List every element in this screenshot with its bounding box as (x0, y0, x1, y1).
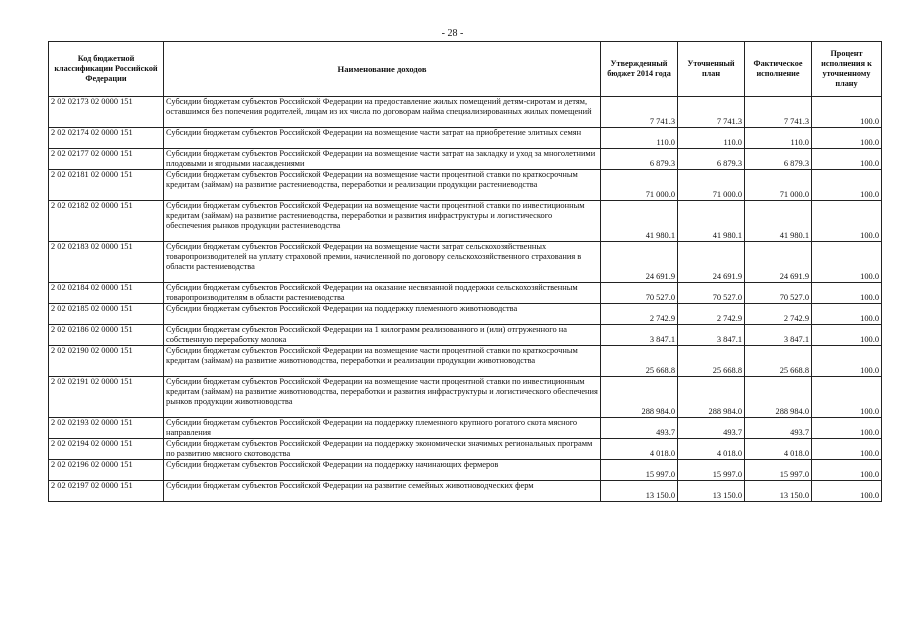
header-code: Код бюджетной классификации Российской Федерации (49, 42, 164, 97)
table-row (49, 170, 882, 201)
cell-code: 2 02 02194 02 0000 151 (49, 439, 164, 460)
cell-actual: 25 668.8 (745, 346, 812, 377)
cell-percent: 100.0 (812, 377, 882, 418)
cell-actual: 7 741.3 (745, 97, 812, 128)
cell-name: Субсидии бюджетам субъектов Российской Федерации на возмещение части процентной ставки по краткосрочным кредитам (займам) на развитие растениеводства, переработки и реализации продукции растениеводства (164, 170, 601, 201)
header-name: Наименование доходов (164, 42, 601, 97)
cell-revised: 13 150.0 (678, 481, 745, 502)
cell-percent: 100.0 (812, 481, 882, 502)
cell-revised: 3 847.1 (678, 325, 745, 346)
cell-approved: 24 691.9 (601, 242, 678, 283)
cell-code: 2 02 02174 02 0000 151 (49, 128, 164, 149)
header-actual: Фактическое исполнение (745, 42, 812, 97)
cell-revised: 71 000.0 (678, 170, 745, 201)
table-row (49, 97, 882, 128)
page-number: - 28 - (441, 28, 464, 39)
cell-actual: 493.7 (745, 418, 812, 439)
cell-revised: 70 527.0 (678, 283, 745, 304)
cell-code: 2 02 02182 02 0000 151 (49, 201, 164, 242)
cell-code: 2 02 02196 02 0000 151 (49, 460, 164, 481)
cell-actual: 15 997.0 (745, 460, 812, 481)
cell-code: 2 02 02191 02 0000 151 (49, 377, 164, 418)
cell-code: 2 02 02190 02 0000 151 (49, 346, 164, 377)
cell-name: Субсидии бюджетам субъектов Российской Федерации на возмещение части затрат сельскохозяйственных товаропроизводителей на уплату страховой премии, начисленной по договору сельскохозяйственного страхования в области растениеводства (164, 242, 601, 283)
cell-name: Субсидии бюджетам субъектов Российской Федерации на возмещение части процентной ставки по инвестиционным кредитам (займам) на развитие растениеводства, переработки и развития инфраструктуры и логистического обеспечения рынков продукции растениеводства (164, 201, 601, 242)
table-row (49, 242, 882, 283)
cell-percent: 100.0 (812, 304, 882, 325)
cell-percent: 100.0 (812, 242, 882, 283)
cell-name: Субсидии бюджетам субъектов Российской Федерации на развитие семейных животноводческих ферм (164, 481, 601, 502)
cell-code: 2 02 02186 02 0000 151 (49, 325, 164, 346)
cell-approved: 3 847.1 (601, 325, 678, 346)
cell-approved: 25 668.8 (601, 346, 678, 377)
cell-name: Субсидии бюджетам субъектов Российской Федерации на возмещение части затрат на закладку и уход за многолетними плодовыми и ягодными насаждениями (164, 149, 601, 170)
cell-percent: 100.0 (812, 460, 882, 481)
cell-code: 2 02 02184 02 0000 151 (49, 283, 164, 304)
cell-name: Субсидии бюджетам субъектов Российской Федерации на возмещение части затрат на приобретение элитных семян (164, 128, 601, 149)
cell-percent: 100.0 (812, 201, 882, 242)
cell-name: Субсидии бюджетам субъектов Российской Федерации на поддержку племенного крупного рогатого скота мясного направления (164, 418, 601, 439)
header-approved: Утвержденный бюджет 2014 года (601, 42, 678, 97)
cell-percent: 100.0 (812, 128, 882, 149)
cell-actual: 70 527.0 (745, 283, 812, 304)
cell-code: 2 02 02177 02 0000 151 (49, 149, 164, 170)
table-row (49, 346, 882, 377)
cell-revised: 2 742.9 (678, 304, 745, 325)
cell-revised: 288 984.0 (678, 377, 745, 418)
cell-name: Субсидии бюджетам субъектов Российской Федерации на поддержку экономически значимых региональных программ по развитию мясного скотоводства (164, 439, 601, 460)
cell-code: 2 02 02197 02 0000 151 (49, 481, 164, 502)
cell-revised: 6 879.3 (678, 149, 745, 170)
cell-name: Субсидии бюджетам субъектов Российской Федерации на возмещение части процентной ставки по инвестиционным кредитам (займам) на развитие животноводства, переработки и развития инфраструктуры и логистического обеспечения рынков продукции животноводства (164, 377, 601, 418)
cell-actual: 71 000.0 (745, 170, 812, 201)
cell-approved: 6 879.3 (601, 149, 678, 170)
cell-code: 2 02 02173 02 0000 151 (49, 97, 164, 128)
table-row (49, 149, 882, 170)
table-row (49, 304, 882, 325)
table-row (49, 128, 882, 149)
cell-percent: 100.0 (812, 418, 882, 439)
cell-code: 2 02 02185 02 0000 151 (49, 304, 164, 325)
cell-revised: 25 668.8 (678, 346, 745, 377)
cell-actual: 110.0 (745, 128, 812, 149)
cell-approved: 493.7 (601, 418, 678, 439)
cell-approved: 13 150.0 (601, 481, 678, 502)
cell-approved: 4 018.0 (601, 439, 678, 460)
cell-approved: 7 741.3 (601, 97, 678, 128)
cell-approved: 71 000.0 (601, 170, 678, 201)
cell-actual: 24 691.9 (745, 242, 812, 283)
cell-approved: 41 980.1 (601, 201, 678, 242)
cell-revised: 4 018.0 (678, 439, 745, 460)
cell-percent: 100.0 (812, 346, 882, 377)
cell-revised: 493.7 (678, 418, 745, 439)
cell-name: Субсидии бюджетам субъектов Российской Федерации на предоставление жилых помещений детям-сиротам и детям, оставшимся без попечения родителей, лицам из их числа по договорам найма специализированных жилых помещений (164, 97, 601, 128)
table-header-row (49, 42, 882, 97)
table-row (49, 418, 882, 439)
table-row (49, 439, 882, 460)
table-row (49, 460, 882, 481)
cell-percent: 100.0 (812, 439, 882, 460)
cell-percent: 100.0 (812, 97, 882, 128)
table-row (49, 201, 882, 242)
cell-actual: 288 984.0 (745, 377, 812, 418)
cell-actual: 2 742.9 (745, 304, 812, 325)
cell-code: 2 02 02181 02 0000 151 (49, 170, 164, 201)
cell-percent: 100.0 (812, 283, 882, 304)
revenue-table (48, 41, 882, 502)
cell-code: 2 02 02183 02 0000 151 (49, 242, 164, 283)
cell-revised: 41 980.1 (678, 201, 745, 242)
cell-actual: 6 879.3 (745, 149, 812, 170)
cell-percent: 100.0 (812, 325, 882, 346)
cell-revised: 24 691.9 (678, 242, 745, 283)
table-row (49, 481, 882, 502)
header-revised: Уточненный план (678, 42, 745, 97)
cell-revised: 110.0 (678, 128, 745, 149)
table-row (49, 377, 882, 418)
cell-code: 2 02 02193 02 0000 151 (49, 418, 164, 439)
cell-name: Субсидии бюджетам субъектов Российской Федерации на 1 килограмм реализованного и (или) отгруженного на собственную переработку молока (164, 325, 601, 346)
cell-actual: 3 847.1 (745, 325, 812, 346)
table-row (49, 283, 882, 304)
cell-revised: 15 997.0 (678, 460, 745, 481)
cell-name: Субсидии бюджетам субъектов Российской Федерации на возмещение части процентной ставки по краткосрочным кредитам (займам) на развитие животноводства, переработки и реализации продукции животноводства (164, 346, 601, 377)
cell-name: Субсидии бюджетам субъектов Российской Федерации на поддержку племенного животноводства (164, 304, 601, 325)
cell-revised: 7 741.3 (678, 97, 745, 128)
cell-name: Субсидии бюджетам субъектов Российской Федерации на поддержку начинающих фермеров (164, 460, 601, 481)
cell-approved: 2 742.9 (601, 304, 678, 325)
cell-actual: 41 980.1 (745, 201, 812, 242)
cell-actual: 13 150.0 (745, 481, 812, 502)
header-percent: Процент исполнения к уточненному плану (812, 42, 882, 97)
cell-actual: 4 018.0 (745, 439, 812, 460)
table-row (49, 325, 882, 346)
cell-approved: 288 984.0 (601, 377, 678, 418)
cell-percent: 100.0 (812, 170, 882, 201)
cell-approved: 15 997.0 (601, 460, 678, 481)
cell-approved: 110.0 (601, 128, 678, 149)
cell-name: Субсидии бюджетам субъектов Российской Федерации на оказание несвязанной поддержки сельскохозяйственным товаропроизводителям в области растениеводства (164, 283, 601, 304)
cell-approved: 70 527.0 (601, 283, 678, 304)
cell-percent: 100.0 (812, 149, 882, 170)
